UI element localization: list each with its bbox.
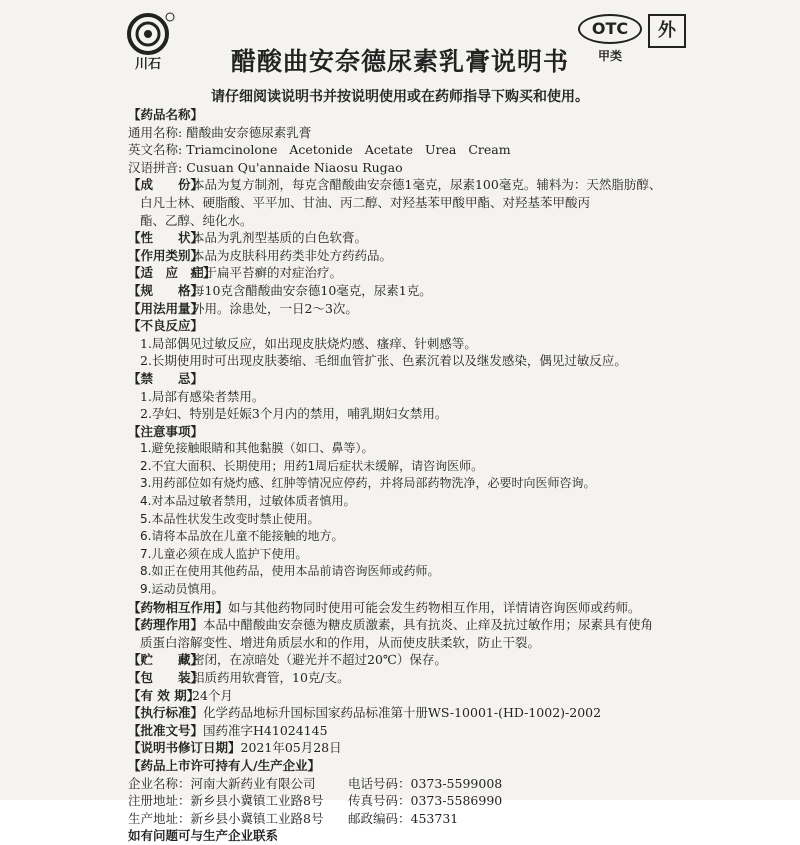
revision-label: 【说明书修订日期】 [128, 740, 241, 756]
validity-row [128, 687, 708, 705]
holder-key: 邮政编码： [348, 810, 411, 826]
pinyin-label: 汉语拼音: [128, 159, 183, 175]
leaflet-body [128, 106, 708, 845]
approval-label: 【批准文号】 [128, 722, 204, 738]
holder-key: 传真号码： [348, 793, 411, 809]
ingredients-row [128, 176, 708, 194]
holder-key: 注册地址： [128, 793, 191, 809]
holder-row [128, 792, 708, 810]
properties-value: 本品为乳剂型基质的白色软膏。 [192, 230, 368, 246]
properties-label: 【性 状】 [128, 230, 204, 246]
storage-value: 密闭，在凉暗处（避光并不超过20℃）保存。 [192, 652, 447, 668]
page-subtitle: 请仔细阅读说明书并按说明使用或在药师指导下购买和使用。 [211, 89, 589, 105]
interaction-row [128, 599, 708, 617]
validity-value: 24个月 [192, 687, 233, 703]
package-row [128, 669, 708, 687]
indication-row [128, 264, 708, 282]
holder-value: 0373-5586990 [410, 793, 503, 809]
usage-label: 【用法用量】 [128, 300, 204, 316]
validity-label: 【有 效 期】 [128, 687, 200, 703]
package-value: 铝质药用软膏管，10克/支。 [192, 670, 350, 685]
storage-label: 【贮 藏】 [128, 652, 204, 668]
notes-item: 1.避免接触眼睛和其他黏膜（如口、鼻等）。 [140, 441, 374, 456]
notes-item: 4.对本品过敏者禁用，过敏体质者慎用。 [140, 494, 356, 509]
notes-item: 6.请将本品放在儿童不能接触的地方。 [140, 529, 344, 544]
adverse-item: 2.长期使用时可出现皮肤萎缩、毛细血管扩张、色素沉着以及继发感染，偶见过敏反应。 [140, 353, 627, 369]
holder-footer: 如有问题可与生产企业联系 [128, 828, 279, 844]
generic-name-label: 通用名称: [128, 124, 183, 140]
holder-value: 新乡县小冀镇工业路8号 [190, 793, 324, 809]
pinyin-row [128, 159, 708, 177]
indication-value: 用于扁平苔癣的对症治疗。 [192, 265, 343, 281]
category-value: 本品为皮肤科用药类非处方药药品。 [192, 247, 393, 263]
pharmacology-row [128, 616, 708, 634]
contra-item: 1.局部有感染者禁用。 [140, 388, 265, 404]
spec-label: 【规 格】 [128, 282, 204, 298]
pinyin-value: Cusuan Qu'annaide Niaosu Rugao [186, 159, 403, 175]
contra-heading: 【禁 忌】 [128, 370, 204, 386]
package-label: 【包 装】 [128, 670, 204, 685]
interaction-label: 【药物相互作用】 [128, 599, 229, 615]
ingredients-line-3: 酯、乙醇、纯化水。 [140, 212, 253, 228]
indication-label: 【适 应 症】 [128, 265, 216, 281]
english-name-value: Triamcinolone Acetonide Acetate Urea Cream [186, 142, 511, 158]
notes-heading: 【注意事项】 [128, 423, 204, 439]
notes-item: 7.儿童必须在成人监护下使用。 [140, 546, 308, 561]
notes-item: 8.如正在使用其他药品，使用本品前请咨询医师或药师。 [140, 564, 440, 579]
holder-row [128, 810, 708, 828]
adverse-item: 1.局部偶见过敏反应，如出现皮肤烧灼感、瘙痒、针刺感等。 [140, 335, 477, 351]
revision-value: 2021年05月28日 [240, 740, 342, 756]
contra-item: 2.孕妇、特别是妊娠3个月内的禁用，哺乳期妇女禁用。 [140, 406, 448, 422]
interaction-value: 如与其他药物同时使用可能会发生药物相互作用，详情请咨询医师或药师。 [228, 599, 641, 615]
generic-name-value: 醋酸曲安奈德尿素乳膏 [186, 124, 312, 140]
name-heading: 【药品名称】 [128, 107, 204, 122]
notes-item: 3.用药部位如有烧灼感、红肿等情况应停药，并将局部药物洗净，必要时向医师咨询。 [140, 476, 596, 491]
logo-text: 川石 [134, 57, 162, 72]
ingredients-line-1: 本品为复方制剂，每克含醋酸曲安奈德1毫克，尿素100毫克。辅料为：天然脂肪醇、 [192, 177, 662, 193]
holder-row [128, 775, 708, 793]
properties-row [128, 229, 708, 247]
ingredients-label: 【成 份】 [128, 177, 204, 193]
storage-row [128, 651, 708, 669]
holder-value: 河南大新药业有限公司 [190, 775, 316, 791]
notes-item: 9.运动员慎用。 [140, 582, 224, 597]
pharmacology-line-2: 质蛋白溶解变性、增进角质层水和的作用，从而使皮肤柔软，防止干裂。 [140, 634, 541, 650]
ingredients-line-2: 白凡士林、硬脂酸、平平加、甘油、丙二醇、对羟基苯甲酸甲酯、对羟基苯甲酸丙 [140, 194, 591, 210]
notes-item: 2.不宜大面积、长期使用；用药1周后症状未缓解，请咨询医师。 [140, 458, 484, 473]
adverse-heading: 【不良反应】 [128, 318, 204, 334]
holder-value: 453731 [410, 810, 459, 826]
spec-value: 每10克含醋酸曲安奈德10毫克，尿素1克。 [192, 282, 432, 298]
category-label: 【作用类别】 [128, 247, 204, 263]
holder-key: 电话号码： [348, 775, 411, 791]
holder-key: 企业名称： [128, 775, 191, 791]
holder-value: 0373-5599008 [410, 775, 503, 791]
page-title: 醋酸曲安奈德尿素乳膏说明书 [230, 47, 569, 76]
otc-class: 甲类 [597, 49, 622, 63]
standard-label: 【执行标准】 [128, 705, 204, 721]
external-use-badge: 外 [648, 14, 686, 48]
usage-row [128, 300, 708, 318]
english-name-row [128, 141, 708, 159]
category-row [128, 247, 708, 265]
pharmacology-label: 【药理作用】 [128, 617, 204, 633]
generic-name-row [128, 124, 708, 142]
approval-row [128, 722, 708, 740]
notes-item: 5.本品性状发生改变时禁止使用。 [140, 511, 320, 526]
standard-row [128, 704, 708, 722]
otc-label: OTC [578, 14, 642, 44]
approval-value: 国药准字H41024145 [203, 722, 328, 738]
holder-heading: 【药品上市许可持有人/生产企业】 [128, 757, 321, 773]
pharmacology-line-1: 本品中醋酸曲安奈德为糖皮质激素，具有抗炎、止痒及抗过敏作用；尿素具有使角 [203, 617, 654, 633]
english-name-label: 英文名称: [128, 142, 183, 158]
holder-key: 生产地址： [128, 810, 191, 826]
standard-value: 化学药品地标升国标国家药品标准第十册WS-10001-(HD-1002)-2002 [203, 705, 602, 721]
spec-row [128, 282, 708, 300]
usage-value: 外用。涂患处，一日2～3次。 [192, 300, 358, 316]
holder-value: 新乡县小冀镇工业路8号 [190, 810, 324, 826]
revision-row [128, 739, 708, 757]
